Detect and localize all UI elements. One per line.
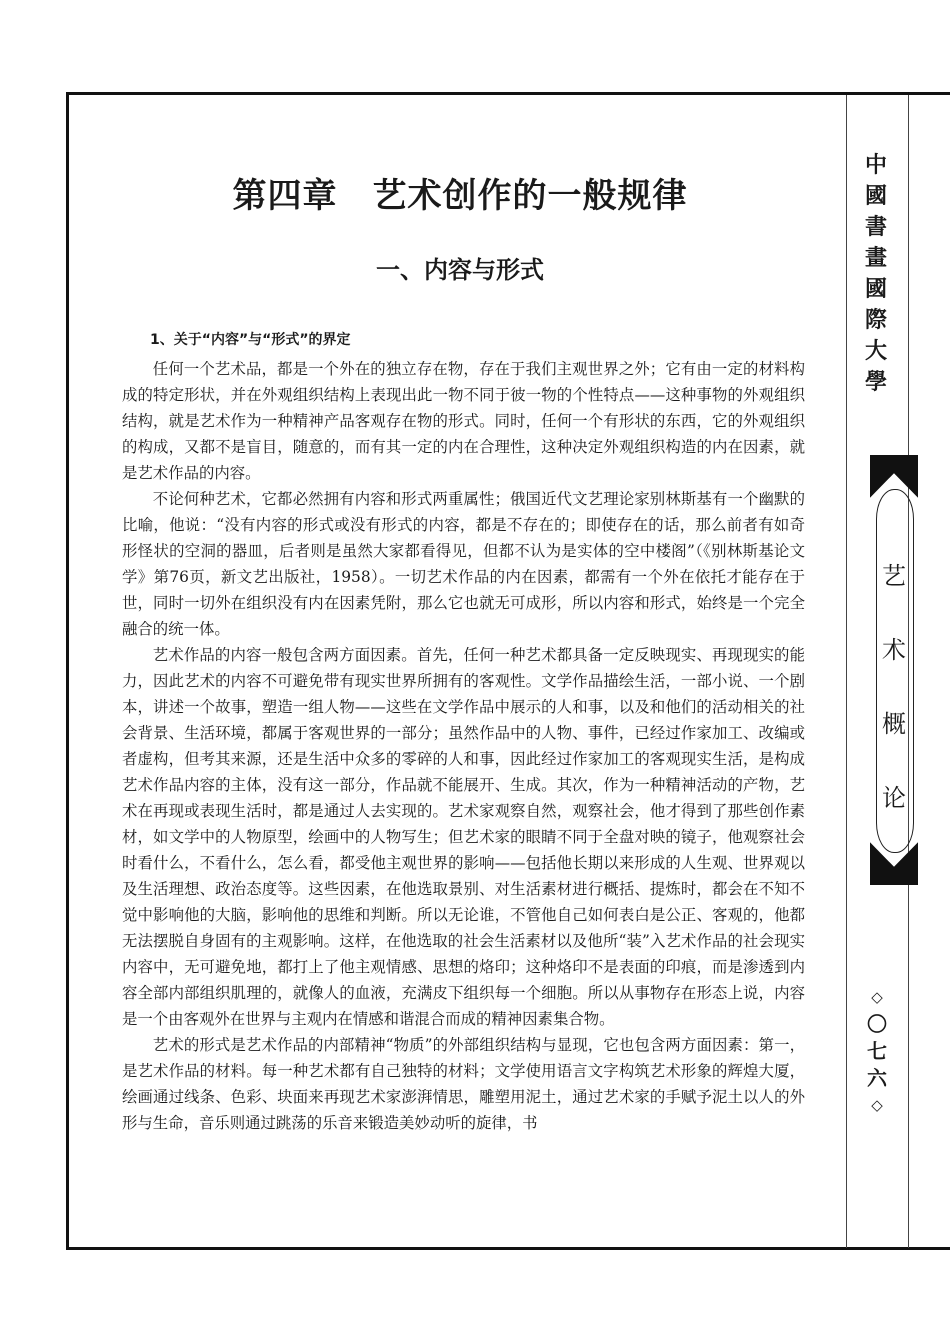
university-char: 國 (864, 183, 887, 209)
sidebar-divider (846, 95, 847, 1248)
university-char: 畫 (864, 245, 887, 271)
body-text (122, 356, 805, 1136)
book-title-char: 论 (882, 784, 906, 812)
panel-bar-top (870, 455, 918, 465)
university-char: 國 (864, 276, 887, 302)
diamond-icon: ◇ (871, 988, 883, 1006)
university-char: 大 (864, 338, 887, 364)
paragraph: 不论何种艺术，它都必然拥有内容和形式两重属性；俄国近代文艺理论家别林斯基有一个幽默的比喻，他说：“没有内容的形式或没有形式的内容，都是不存在的；即使存在的话，那么前者有如奇形怪状的空洞的器皿，后者则是虽然大家都看得见，但都不认为是实体的空中楼阁”（《别林斯基论文学》第76页，新文艺出版社，1958）。一切艺术作品的内在因素，都需有一个外在依托才能存在于世，同时一切外在组织没有内在因素凭附，那么它也就无可成形，所以内容和形式，始终是一个完全融合的统一体。 (122, 490, 805, 638)
page-number (862, 984, 892, 1119)
page-number-char: 六 (867, 1066, 887, 1090)
page-number-char: 七 (867, 1039, 887, 1063)
chapter-title: 第四章 艺术创作的一般规律 (232, 176, 688, 216)
university-char: 際 (864, 307, 887, 333)
paragraph: 艺术作品的内容一般包含两方面因素。首先，任何一种艺术都具备一定反映现实、再现现实的能力，因此艺术的内容不可避免带有现实世界所拥有的客观性。文学作品描绘生活，一部小说、一个剧本，讲述一个故事，塑造一组人物——这些在文学作品中展示的人和事，以及和他们的活动相关的社会背景、生活环境，都属于客观世界的一部分；虽然作品中的人物、事件，已经过作家加工、改编或者虚构，但考其来源，还是生活中众多的零碎的人和事，因此经过作家加工的客观现实生活，是构成艺术作品内容的主体，没有这一部分，作品就不能展开、生成。其次，作为一种精神活动的产物，艺术在再现或表现生活时，都是通过人去实现的。艺术家观察自然，观察社会，他才得到了那些创作素材，如文学中的人物原型，绘画中的人物写生；但艺术家的眼睛不同于全盘对映的镜子，他观察社会时看什么，不看什么，怎么看，都受他主观世界的影响——包括他长期以来形成的人生观、世界观以及生活理想、政治态度等。这些因素，在他选取景别、对生活素材进行概括、提炼时，都会在不知不觉中影响他的大脑，影响他的思维和判断。所以无论谁，不管他自己如何表白是公正、客观的，他都无法摆脱自身固有的主观影响。这样，在他选取的社会生活素材以及他所“装”入艺术作品的社会现实内容中，无可避免地，都打上了他主观情感、思想的烙印；这种烙印不是表面的印痕，而是渗透到内容全部内部组织肌理的，就像人的血液，充满皮下组织每一个细胞。所以从事物存在形态上说，内容是一个由客观外在世界与主观内在情感和谐混合而成的精神因素集合物。 (122, 646, 805, 1028)
university-char: 學 (864, 369, 887, 395)
book-title (876, 539, 912, 835)
panel-bar-bottom (870, 875, 918, 885)
subsection-heading: 1、关于“内容”与“形式”的界定 (150, 332, 351, 348)
paragraph: 艺术的形式是艺术作品的内部精神“物质”的外部组织结构与显现，它也包含两方面因素：第一，是艺术作品的材料。每一种艺术都有自己独特的材料；文学使用语言文字构筑艺术形象的辉煌大厦，绘画通过线条、色彩、块面来再现艺术家澎湃情思，雕塑用泥土，通过艺术家的手赋予泥土以人的外形与生命，音乐则通过跳荡的乐音来锻造美妙动听的旋律，书 (122, 1036, 805, 1132)
book-title-char: 术 (882, 636, 906, 664)
book-title-char: 概 (882, 710, 906, 738)
university-name (858, 150, 894, 398)
diamond-icon: ◇ (871, 1096, 883, 1114)
section-title: 一、内容与形式 (376, 255, 544, 284)
paragraph: 任何一个艺术品，都是一个外在的独立存在物，存在于我们主观世界之外；它有由一定的材料构成的特定形状，并在外观组织结构上表现出此一物不同于彼一物的个性特点——这种事物的外观组织结构，就是艺术作为一种精神产品客观存在物的形式。同时，任何一个有形状的东西，它的外观组织的构成，又都不是盲目，随意的，而有其一定的内在合理性，这种决定外观组织构造的内在因素，就是艺术作品的内容。 (122, 360, 805, 482)
book-title-char: 艺 (882, 562, 906, 590)
university-char: 中 (864, 152, 887, 178)
book-title-panel (866, 455, 922, 885)
page-number-char: 〇 (867, 1012, 887, 1036)
university-char: 書 (864, 214, 887, 240)
